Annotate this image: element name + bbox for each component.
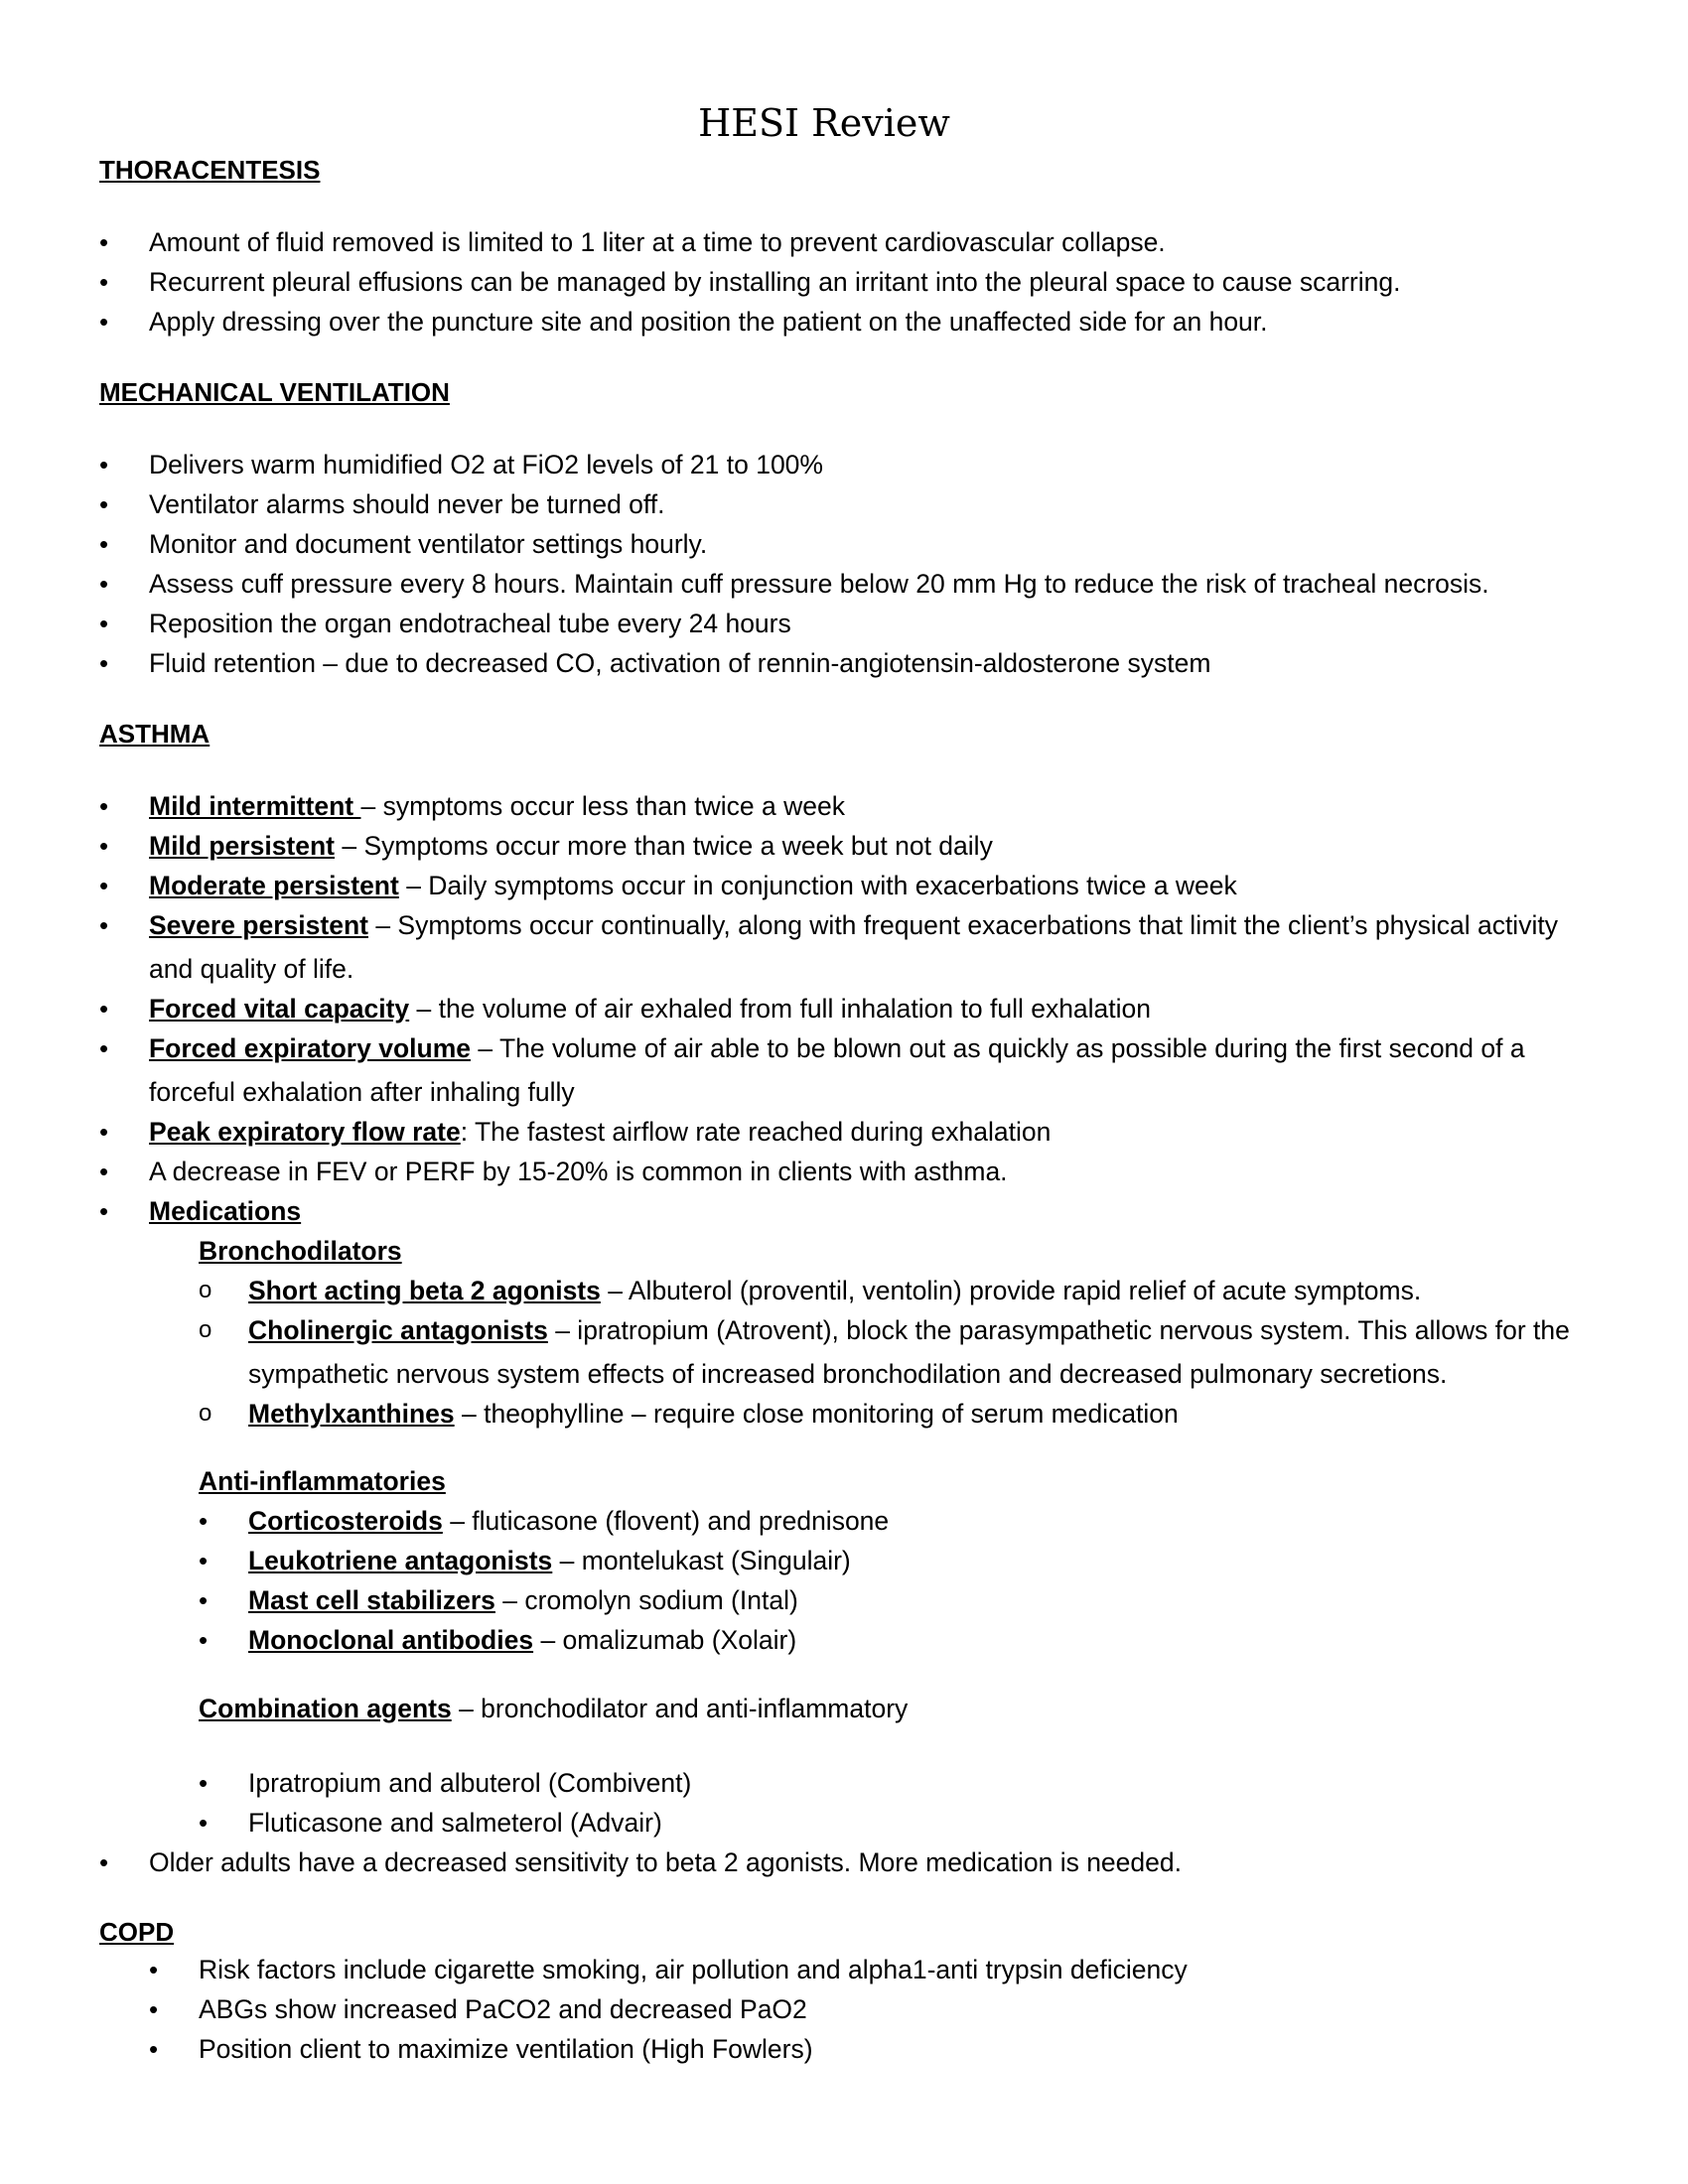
bullet-icon: •: [199, 1808, 209, 1838]
bullet-icon: •: [199, 1506, 209, 1536]
list-item: • Monoclonal antibodies – omalizumab (Xolair): [248, 1618, 1599, 1662]
list-item: • Ventilator alarms should never be turned off.: [149, 482, 1599, 526]
subheading-anti-inflammatories: Anti-inflammatories: [199, 1466, 446, 1496]
list-item: • Medications: [149, 1189, 1599, 1233]
list-item: • Corticosteroids – fluticasone (flovent) and prednisone: [248, 1499, 1599, 1543]
bullet-icon: •: [99, 831, 109, 861]
bullet-icon: •: [99, 1117, 109, 1147]
page-title: HESI Review: [698, 101, 950, 145]
list-item: • ABGs show increased PaCO2 and decreased PaO2: [199, 1987, 1549, 2031]
bullet-icon: •: [99, 569, 109, 599]
list-item: • Apply dressing over the puncture site and position the patient on the unaffected side for an hour.: [149, 300, 1599, 343]
bullet-icon: •: [99, 227, 109, 257]
list-item: • Assess cuff pressure every 8 hours. Maintain cuff pressure below 20 mm Hg to reduce the risk of tracheal necrosis.: [149, 562, 1599, 606]
list-item: • A decrease in FEV or PERF by 15-20% is common in clients with asthma.: [149, 1150, 1599, 1193]
list-item: • Delivers warm humidified O2 at FiO2 levels of 21 to 100%: [149, 443, 1599, 486]
list-item: o Cholinergic antagonists – ipratropium (Atrovent), block the parasympathetic nervous system. This allows for the sympathetic nervous system effects of increased bronchodilation and decreased pulmonary secretions.: [248, 1308, 1599, 1396]
list-item: • Moderate persistent – Daily symptoms occur in conjunction with exacerbations twice a week: [149, 864, 1599, 907]
section-heading-thoracentesis: THORACENTESIS: [99, 155, 321, 185]
list-item: • Severe persistent – Symptoms occur continually, along with frequent exacerbations that limit the client’s physical activity and quality of life.: [149, 903, 1599, 991]
subheading-bronchodilators: Bronchodilators: [199, 1236, 402, 1266]
bullet-icon: •: [149, 1994, 159, 2024]
list-item: • Leukotriene antagonists – montelukast (Singulair): [248, 1539, 1599, 1582]
bullet-icon: •: [99, 529, 109, 559]
bullet-icon: •: [99, 267, 109, 297]
subheading-combination-agents: Combination agents – bronchodilator and anti-inflammatory: [199, 1694, 909, 1723]
list-item: • Risk factors include cigarette smoking, air pollution and alpha1-anti trypsin deficiency: [199, 1948, 1549, 1991]
list-item: o Short acting beta 2 agonists – Albuterol (proventil, ventolin) provide rapid relief of acute symptoms.: [248, 1269, 1599, 1312]
section-heading-copd: COPD: [99, 1917, 175, 1947]
bullet-icon: •: [199, 1625, 209, 1655]
circle-bullet-icon: o: [199, 1316, 212, 1343]
list-item: • Position client to maximize ventilation (High Fowlers): [199, 2027, 1549, 2071]
section-heading-mechanical-ventilation: MECHANICAL VENTILATION: [99, 377, 450, 407]
bullet-icon: •: [99, 1033, 109, 1063]
bullet-icon: •: [199, 1768, 209, 1798]
bullet-icon: •: [199, 1546, 209, 1575]
bullet-icon: •: [149, 2034, 159, 2064]
bullet-icon: •: [99, 1196, 109, 1226]
list-item: • Forced expiratory volume – The volume of air able to be blown out as quickly as possible during the first second of a forceful exhalation after inhaling fully: [149, 1026, 1599, 1114]
list-item: • Mild persistent – Symptoms occur more than twice a week but not daily: [149, 824, 1599, 868]
list-item: • Reposition the organ endotracheal tube every 24 hours: [149, 602, 1599, 645]
bullet-icon: •: [99, 1157, 109, 1186]
bullet-icon: •: [99, 609, 109, 638]
list-item: o Methylxanthines – theophylline – require close monitoring of serum medication: [248, 1392, 1599, 1435]
bullet-icon: •: [99, 307, 109, 337]
bullet-icon: •: [99, 648, 109, 678]
list-item: • Peak expiratory flow rate: The fastest airflow rate reached during exhalation: [149, 1110, 1599, 1154]
bullet-icon: •: [99, 791, 109, 821]
list-item: • Fluticasone and salmeterol (Advair): [248, 1801, 1599, 1844]
list-item: • Mild intermittent – symptoms occur less than twice a week: [149, 784, 1599, 828]
circle-bullet-icon: o: [199, 1400, 212, 1427]
bullet-icon: •: [149, 1955, 159, 1984]
bullet-icon: •: [99, 450, 109, 479]
list-item: • Recurrent pleural effusions can be managed by installing an irritant into the pleural space to cause scarring.: [149, 260, 1599, 304]
bullet-icon: •: [99, 489, 109, 519]
bullet-icon: •: [99, 871, 109, 900]
list-item: • Older adults have a decreased sensitivity to beta 2 agonists. More medication is needed.: [149, 1841, 1599, 1884]
circle-bullet-icon: o: [199, 1277, 212, 1303]
bullet-icon: •: [99, 994, 109, 1024]
list-item: • Monitor and document ventilator settings hourly.: [149, 522, 1599, 566]
list-item: • Fluid retention – due to decreased CO, activation of rennin-angiotensin-aldosterone system: [149, 641, 1599, 685]
bullet-icon: •: [99, 1847, 109, 1877]
list-item: • Amount of fluid removed is limited to 1 liter at a time to prevent cardiovascular collapse.: [149, 220, 1599, 264]
section-heading-asthma: ASTHMA: [99, 719, 211, 749]
bullet-icon: •: [199, 1585, 209, 1615]
list-item: • Forced vital capacity – the volume of air exhaled from full inhalation to full exhalation: [149, 987, 1599, 1030]
list-item: • Mast cell stabilizers – cromolyn sodium (Intal): [248, 1578, 1599, 1622]
bullet-icon: •: [99, 910, 109, 940]
list-item: • Ipratropium and albuterol (Combivent): [248, 1761, 1599, 1805]
